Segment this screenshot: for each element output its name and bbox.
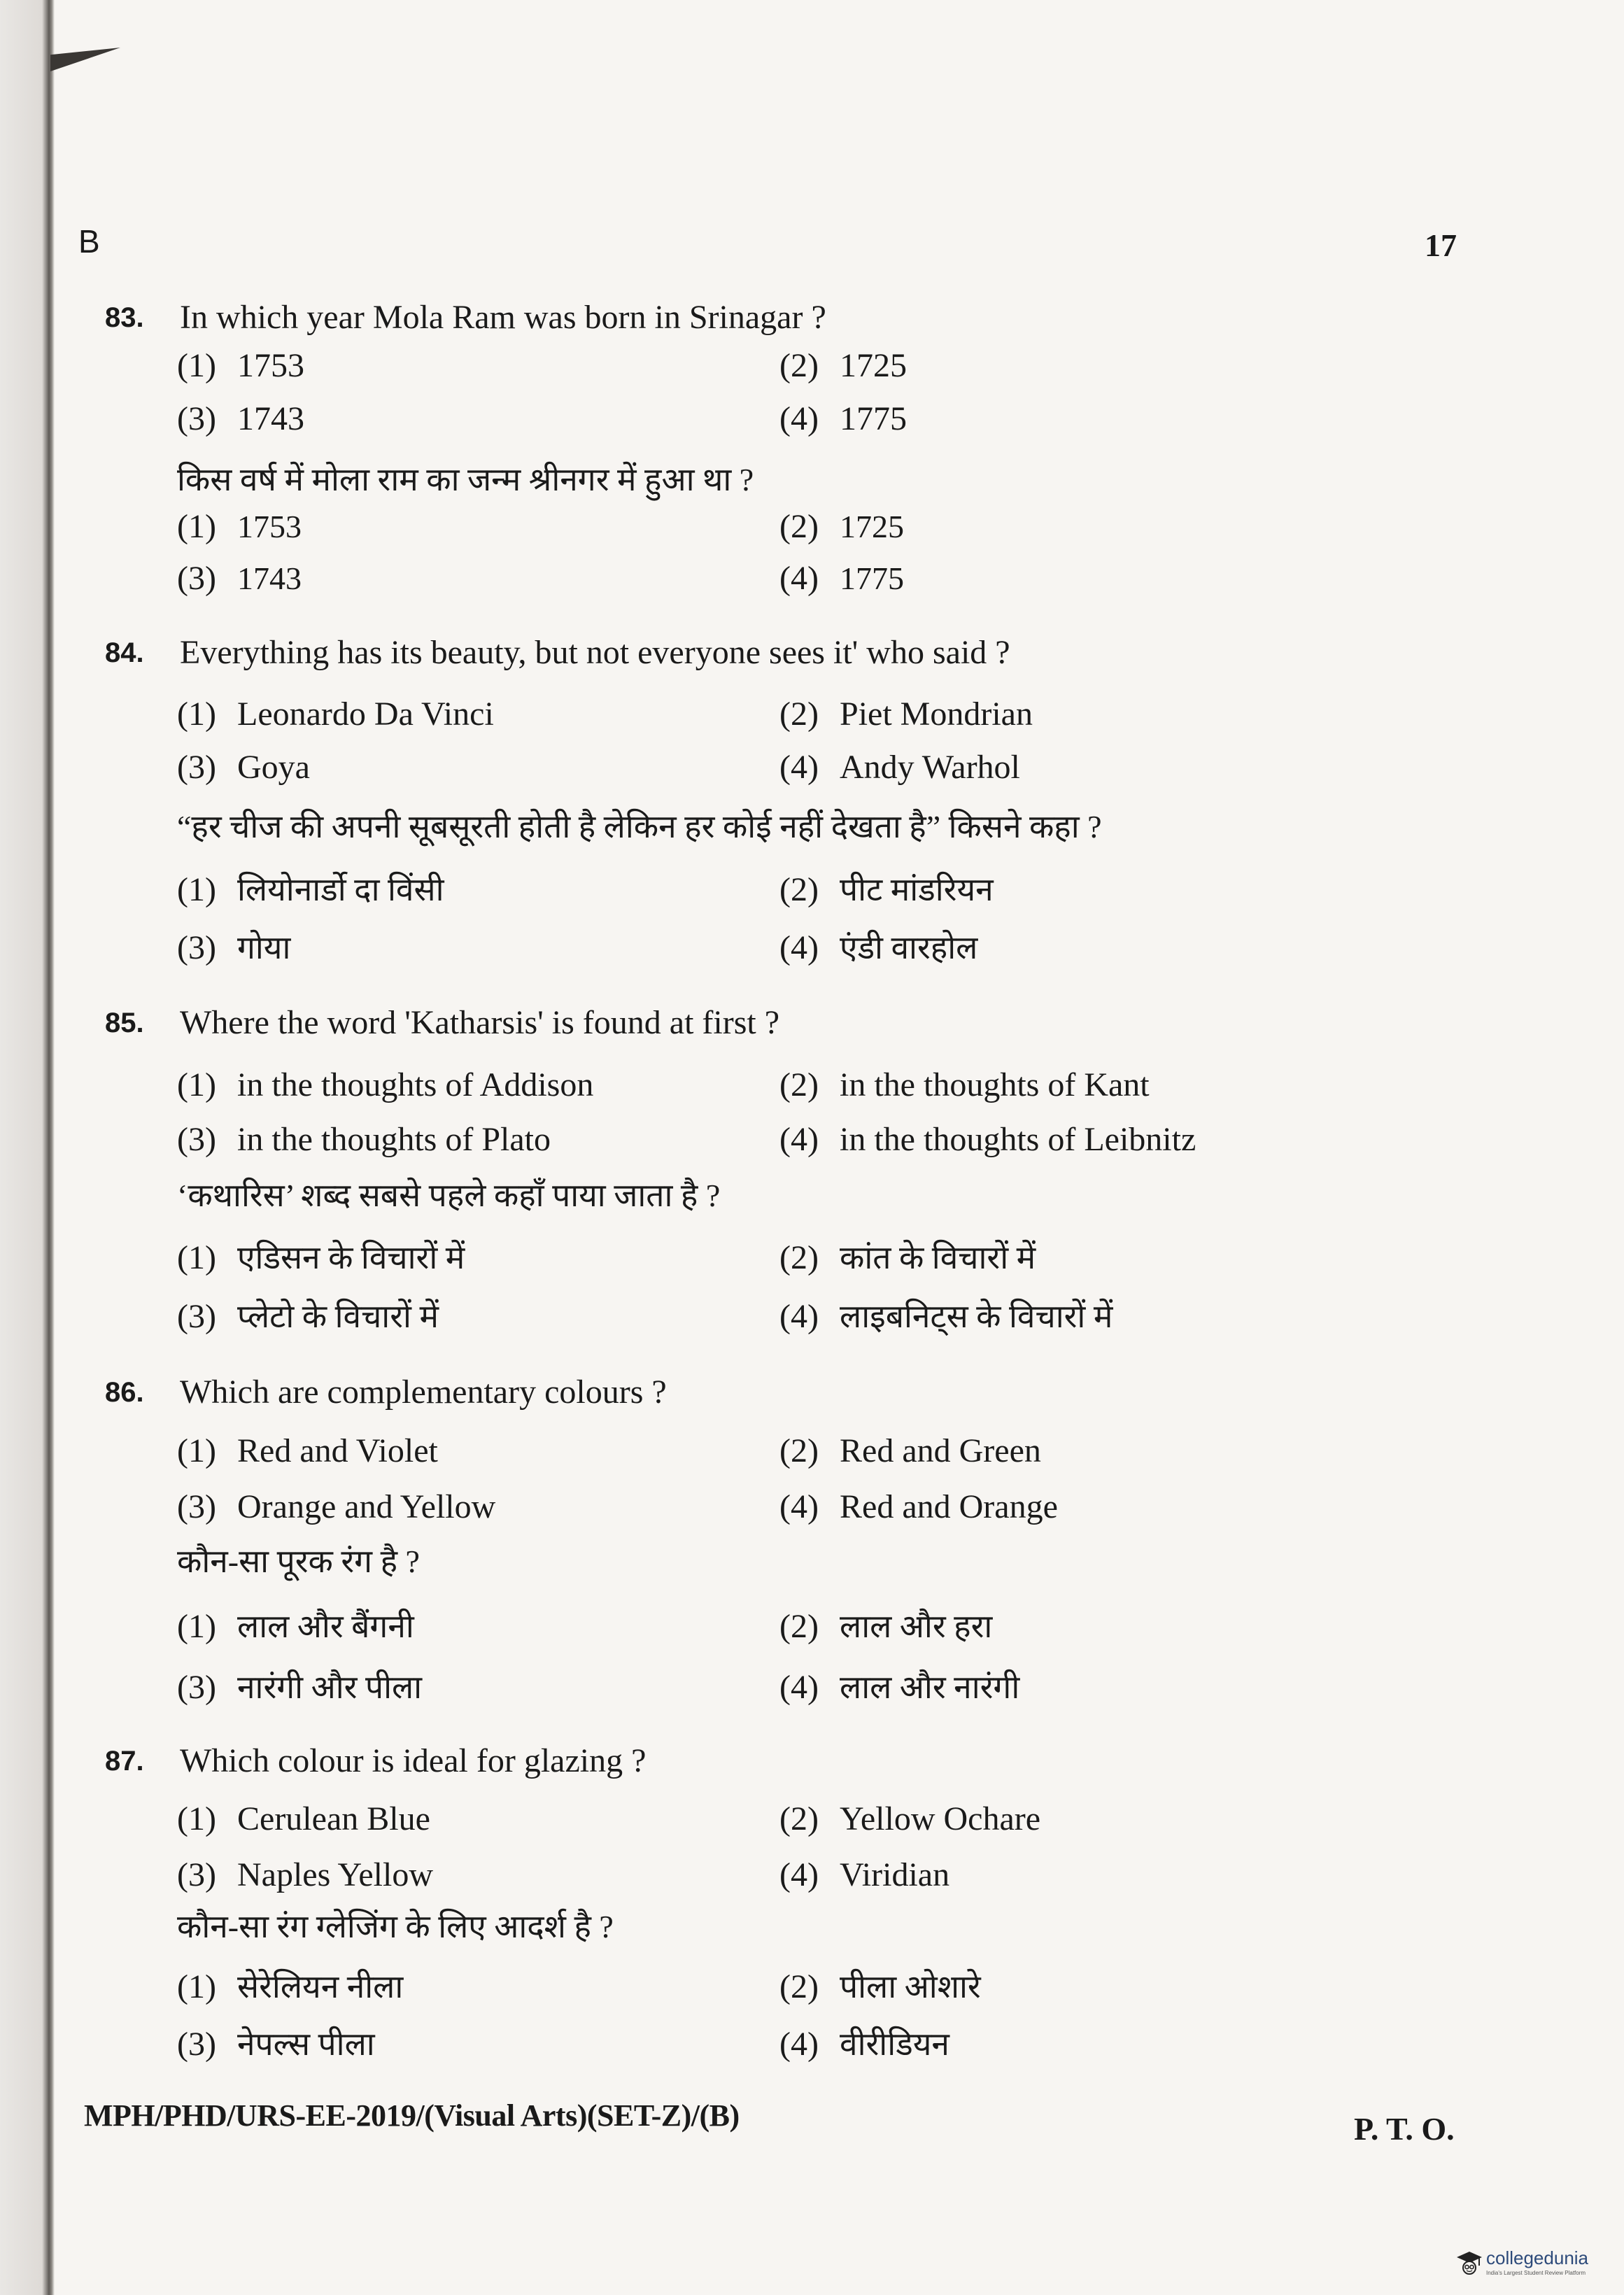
option-number: (3) xyxy=(177,1121,216,1158)
option-text: in the thoughts of Kant xyxy=(840,1066,1150,1103)
question-text-en: Where the word 'Katharsis' is found at first ? xyxy=(180,1004,780,1041)
option-number: (2) xyxy=(779,1800,819,1837)
question-line-en xyxy=(0,297,1624,339)
option-number: (3) xyxy=(177,400,216,437)
option-3-hi xyxy=(177,1667,422,1709)
option-row xyxy=(0,1854,1624,1896)
option-4-hi xyxy=(779,1667,1019,1709)
question-line-en xyxy=(0,1002,1624,1044)
option-number: (2) xyxy=(779,1968,819,2005)
option-text: 1725 xyxy=(840,509,904,544)
option-number: (1) xyxy=(177,508,216,545)
question-line-en xyxy=(0,632,1624,674)
option-row-hi xyxy=(0,2024,1624,2066)
question-number: 86. xyxy=(105,1377,144,1408)
option-number: (3) xyxy=(177,2026,216,2063)
option-2 xyxy=(779,1798,1040,1840)
question-text-en: Everything has its beauty, but not everyone sees it' who said ? xyxy=(180,634,1010,671)
option-number: (2) xyxy=(779,871,819,908)
option-text: कांत के विचारों में xyxy=(840,1240,1036,1276)
option-2 xyxy=(779,1430,1041,1472)
option-2-hi xyxy=(779,1237,1036,1279)
option-text: 1775 xyxy=(840,400,907,437)
option-number: (3) xyxy=(177,1298,216,1335)
option-number: (4) xyxy=(779,1488,819,1525)
option-text: लियोनार्डो दा विंसी xyxy=(237,872,444,908)
option-number: (3) xyxy=(177,560,216,597)
option-1 xyxy=(177,1798,430,1840)
option-number: (3) xyxy=(177,1669,216,1706)
option-text: 1753 xyxy=(237,509,302,544)
option-number: (4) xyxy=(779,1121,819,1158)
option-row-hi xyxy=(0,1966,1624,2008)
question-number: 84. xyxy=(105,637,144,668)
option-row xyxy=(0,1430,1624,1472)
option-text: गोया xyxy=(237,930,291,966)
option-text: प्लेटो के विचारों में xyxy=(237,1299,439,1334)
option-text: Leonardo Da Vinci xyxy=(237,695,494,733)
option-text: पीट मांडरियन xyxy=(840,872,994,908)
pto-label: P. T. O. xyxy=(1354,2111,1455,2147)
option-1-hi xyxy=(177,506,302,548)
option-row xyxy=(0,1064,1624,1106)
option-text: एडिसन के विचारों में xyxy=(237,1240,465,1276)
page-number: 17 xyxy=(1425,227,1457,263)
option-2 xyxy=(779,1064,1150,1106)
option-text: 1775 xyxy=(840,560,904,596)
option-text: नारंगी और पीला xyxy=(237,1669,423,1705)
option-number: (1) xyxy=(177,871,216,908)
option-number: (2) xyxy=(779,508,819,545)
option-text: 1753 xyxy=(237,347,304,384)
option-4 xyxy=(779,1119,1196,1161)
option-text: Viridian xyxy=(840,1856,950,1893)
option-2 xyxy=(779,693,1033,735)
option-3 xyxy=(177,747,310,789)
option-number: (4) xyxy=(779,2026,819,2063)
option-text: लाल और बैंगनी xyxy=(237,1609,414,1644)
option-number: (4) xyxy=(779,749,819,786)
question-line-hi xyxy=(0,459,1624,501)
option-text: Red and Violet xyxy=(237,1432,438,1469)
option-4-hi xyxy=(779,558,904,600)
question-text-hi: कौन-सा रंग ग्लेजिंग के लिए आदर्श है ? xyxy=(177,1909,614,1944)
question-line-hi xyxy=(0,806,1624,848)
option-4-hi xyxy=(779,927,977,969)
paper-code: MPH/PHD/URS-EE-2019/(Visual Arts)(SET-Z)/(B) xyxy=(84,2098,740,2133)
question-text-en: In which year Mola Ram was born in Srinagar ? xyxy=(180,299,826,336)
option-1-hi xyxy=(177,1237,465,1279)
option-row-hi xyxy=(0,506,1624,548)
option-1-hi xyxy=(177,1606,414,1648)
question-text-en: Which colour is ideal for glazing ? xyxy=(180,1742,647,1779)
option-row xyxy=(0,398,1624,440)
logo-tagline: India's Largest Student Review Platform xyxy=(1486,2270,1586,2276)
option-text: Red and Green xyxy=(840,1432,1041,1469)
option-2-hi xyxy=(779,869,994,911)
option-4 xyxy=(779,747,1020,789)
option-text: एंडी वारहोल xyxy=(840,930,978,966)
option-row xyxy=(0,1486,1624,1528)
option-number: (1) xyxy=(177,1800,216,1837)
option-text: in the thoughts of Addison xyxy=(237,1066,594,1103)
option-text: 1743 xyxy=(237,560,302,596)
option-number: (1) xyxy=(177,695,216,733)
option-1 xyxy=(177,345,304,387)
option-3 xyxy=(177,1119,551,1161)
question-line-hi xyxy=(0,1906,1624,1948)
option-text: Cerulean Blue xyxy=(237,1800,430,1837)
option-text: सेरेलियन नीला xyxy=(237,1969,404,2005)
option-number: (1) xyxy=(177,1239,216,1276)
option-text: वीरीडियन xyxy=(840,2026,949,2062)
option-number: (2) xyxy=(779,347,819,384)
option-row-hi xyxy=(0,558,1624,600)
option-number: (2) xyxy=(779,1608,819,1645)
option-row-hi xyxy=(0,869,1624,911)
option-3 xyxy=(177,398,304,440)
option-3-hi xyxy=(177,927,290,969)
option-text: लाल और नारंगी xyxy=(840,1669,1020,1705)
option-4-hi xyxy=(779,2024,949,2066)
question-number: 87. xyxy=(105,1746,144,1777)
option-text: पीला ओशारे xyxy=(840,1969,981,2005)
question-text-en: Which are complementary colours ? xyxy=(180,1374,667,1411)
option-3-hi xyxy=(177,2024,375,2066)
collegedunia-logo xyxy=(1455,2246,1618,2285)
option-number: (4) xyxy=(779,1669,819,1706)
option-number: (4) xyxy=(779,1298,819,1335)
option-number: (1) xyxy=(177,1066,216,1103)
option-number: (3) xyxy=(177,929,216,966)
option-2 xyxy=(779,345,907,387)
option-row xyxy=(0,1119,1624,1161)
option-text: in the thoughts of Leibnitz xyxy=(840,1121,1196,1158)
option-2-hi xyxy=(779,506,904,548)
option-number: (4) xyxy=(779,929,819,966)
question-number: 83. xyxy=(105,302,144,333)
logo-name: collegedunia xyxy=(1486,2247,1589,2268)
option-3-hi xyxy=(177,1296,439,1338)
option-text: in the thoughts of Plato xyxy=(237,1121,551,1158)
option-number: (4) xyxy=(779,560,819,597)
question-text-hi: कौन-सा पूरक रंग है ? xyxy=(177,1544,420,1579)
option-4-hi xyxy=(779,1296,1113,1338)
option-1 xyxy=(177,693,494,735)
option-number: (3) xyxy=(177,1856,216,1893)
option-2-hi xyxy=(779,1966,981,2008)
question-number: 85. xyxy=(105,1008,144,1038)
option-text: Goya xyxy=(237,749,310,786)
option-text: लाल और हरा xyxy=(840,1609,993,1644)
set-label: B xyxy=(78,223,100,260)
question-line-en xyxy=(0,1740,1624,1782)
option-number: (1) xyxy=(177,1968,216,2005)
option-row xyxy=(0,747,1624,789)
option-row-hi xyxy=(0,1606,1624,1648)
option-row-hi xyxy=(0,1296,1624,1338)
question-text-hi: किस वर्ष में मोला राम का जन्म श्रीनगर में हुआ था ? xyxy=(177,462,754,497)
option-row xyxy=(0,1798,1624,1840)
option-number: (2) xyxy=(779,695,819,733)
question-line-hi xyxy=(0,1541,1624,1583)
option-number: (1) xyxy=(177,1432,216,1469)
option-row-hi xyxy=(0,1237,1624,1279)
option-number: (1) xyxy=(177,347,216,384)
page-fold-mark xyxy=(50,48,120,71)
question-text-hi: ‘कथारिस’ शब्द सबसे पहले कहाँ पाया जाता है ? xyxy=(177,1178,721,1213)
option-text: 1725 xyxy=(840,347,907,384)
option-text: Piet Mondrian xyxy=(840,695,1033,733)
option-2-hi xyxy=(779,1606,992,1648)
option-row-hi xyxy=(0,927,1624,969)
option-row xyxy=(0,693,1624,735)
option-text: 1743 xyxy=(237,400,304,437)
option-number: (2) xyxy=(779,1432,819,1469)
option-text: Red and Orange xyxy=(840,1488,1058,1525)
option-number: (4) xyxy=(779,1856,819,1893)
option-number: (4) xyxy=(779,400,819,437)
option-4 xyxy=(779,1854,949,1896)
option-text: नेपल्स पीला xyxy=(237,2026,375,2062)
option-1 xyxy=(177,1064,593,1106)
option-row xyxy=(0,345,1624,387)
option-3 xyxy=(177,1486,495,1528)
option-text: Andy Warhol xyxy=(840,749,1020,786)
option-number: (3) xyxy=(177,749,216,786)
option-1-hi xyxy=(177,1966,403,2008)
option-3 xyxy=(177,1854,433,1896)
option-text: Yellow Ochare xyxy=(840,1800,1041,1837)
option-row-hi xyxy=(0,1667,1624,1709)
option-4 xyxy=(779,398,907,440)
option-3-hi xyxy=(177,558,302,600)
option-number: (2) xyxy=(779,1066,819,1103)
option-number: (2) xyxy=(779,1239,819,1276)
option-4 xyxy=(779,1486,1058,1528)
option-text: Naples Yellow xyxy=(237,1856,434,1893)
option-1 xyxy=(177,1430,438,1472)
graduation-cap-icon xyxy=(1455,2249,1483,2277)
option-number: (1) xyxy=(177,1608,216,1645)
option-text: Orange and Yellow xyxy=(237,1488,496,1525)
question-line-en xyxy=(0,1371,1624,1413)
option-text: लाइबनिट्स के विचारों में xyxy=(840,1299,1113,1334)
question-line-hi xyxy=(0,1175,1624,1217)
option-number: (3) xyxy=(177,1488,216,1525)
question-text-hi: “हर चीज की अपनी सूबसूरती होती है लेकिन हर कोई नहीं देखता है” किसने कहा ? xyxy=(177,809,1102,845)
option-1-hi xyxy=(177,869,444,911)
